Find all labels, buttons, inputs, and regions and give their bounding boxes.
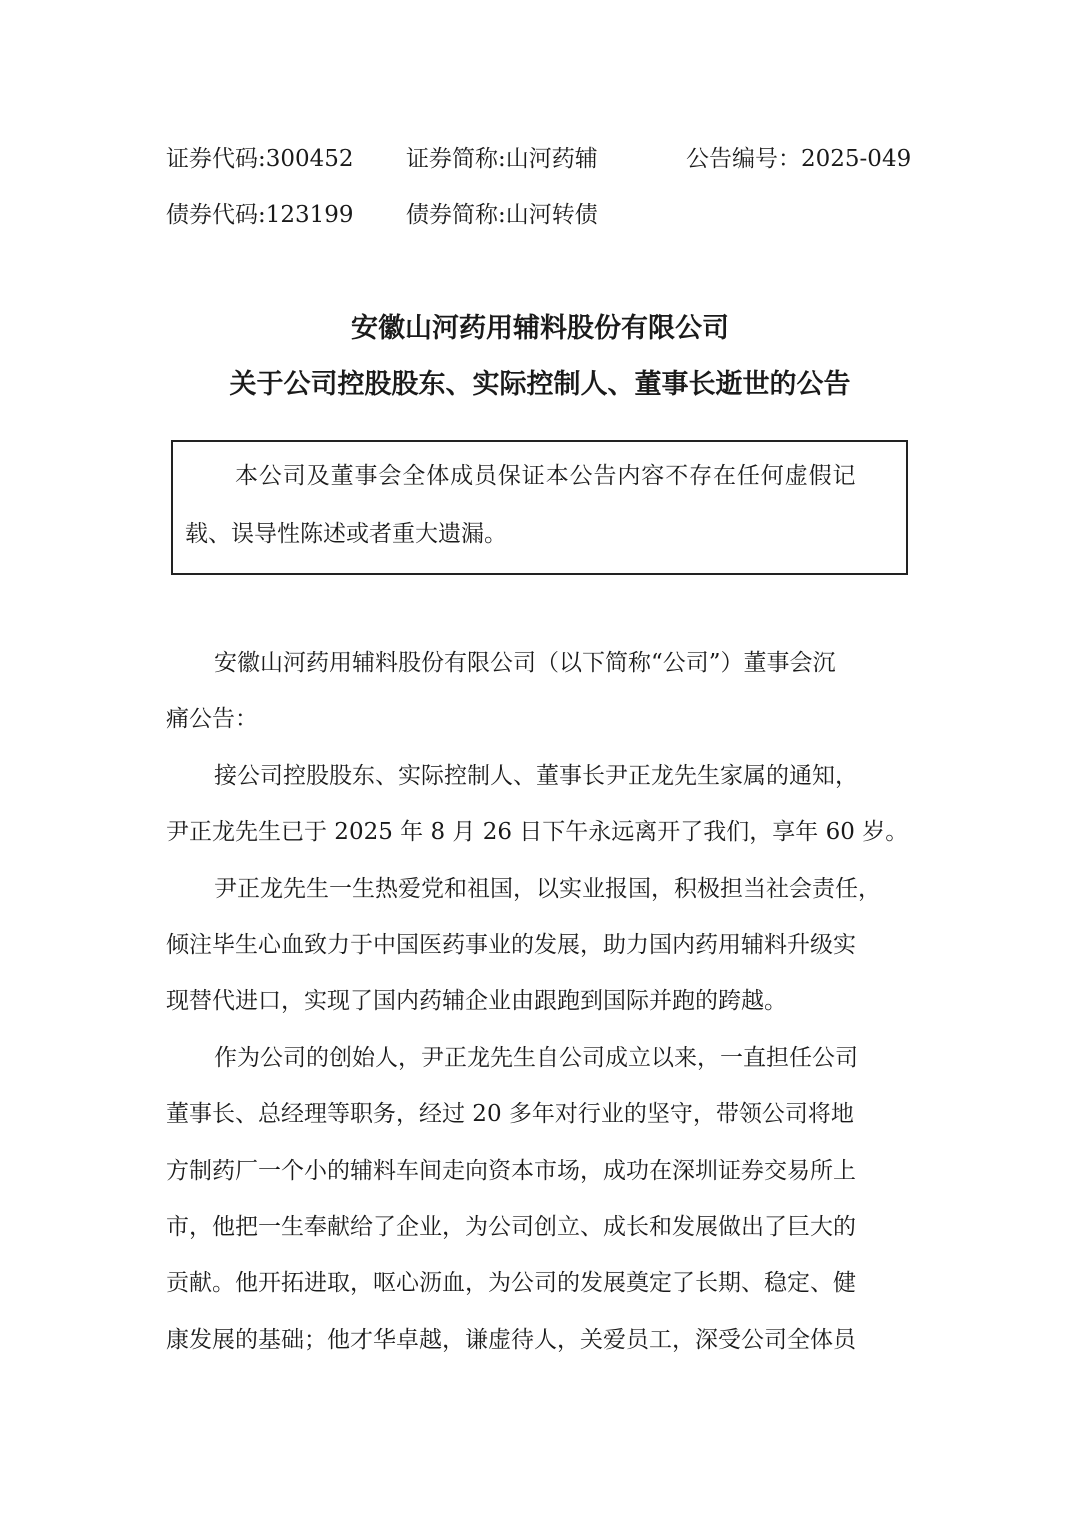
paragraph-4-line-4: 市，他把一生奉献给了企业，为公司创立、成长和发展做出了巨大的 xyxy=(166,1214,856,1240)
paragraph-4-line-5: 贡献。他开拓进取，呕心沥血，为公司的发展奠定了长期、稳定、健 xyxy=(166,1270,856,1296)
stock-name: 证券简称:山河药辅 xyxy=(406,146,598,172)
paragraph-4-line-2: 董事长、总经理等职务，经过 20 多年对行业的坚守，带领公司将地 xyxy=(166,1101,854,1127)
paragraph-4-line-6: 康发展的基础；他才华卓越，谦虚待人，关爱员工，深受公司全体员 xyxy=(166,1327,856,1353)
announcement-title: 关于公司控股股东、实际控制人、董事长逝世的公告 xyxy=(229,369,851,400)
disclaimer-line-1: 本公司及董事会全体成员保证本公告内容不存在任何虚假记 xyxy=(235,463,857,489)
bond-code: 债券代码:123199 xyxy=(166,202,354,228)
paragraph-1-line-1: 安徽山河药用辅料股份有限公司（以下简称“公司”）董事会沉 xyxy=(214,650,836,676)
stock-code: 证券代码:300452 xyxy=(166,146,354,172)
paragraph-2-line-1: 接公司控股股东、实际控制人、董事长尹正龙先生家属的通知， xyxy=(214,763,858,789)
disclaimer-line-2: 载、误导性陈述或者重大遗漏。 xyxy=(185,521,507,547)
company-title: 安徽山河药用辅料股份有限公司 xyxy=(351,313,729,344)
paragraph-4-line-1: 作为公司的创始人，尹正龙先生自公司成立以来，一直担任公司 xyxy=(214,1045,858,1071)
paragraph-3-line-3: 现替代进口，实现了国内药辅企业由跟跑到国际并跑的跨越。 xyxy=(166,988,787,1014)
announcement-number: 公告编号：2025-049 xyxy=(686,146,912,172)
paragraph-3-line-2: 倾注毕生心血致力于中国医药事业的发展，助力国内药用辅料升级实 xyxy=(166,932,856,958)
disclaimer-box xyxy=(171,440,908,575)
paragraph-2-line-2: 尹正龙先生已于 2025 年 8 月 26 日下午永远离开了我们，享年 60 岁。 xyxy=(166,819,909,845)
paragraph-4-line-3: 方制药厂一个小的辅料车间走向资本市场，成功在深圳证券交易所上 xyxy=(166,1158,856,1184)
paragraph-1-line-2: 痛公告： xyxy=(166,706,258,732)
bond-name: 债券简称:山河转债 xyxy=(406,202,598,228)
paragraph-3-line-1: 尹正龙先生一生热爱党和祖国，以实业报国，积极担当社会责任， xyxy=(214,876,881,902)
